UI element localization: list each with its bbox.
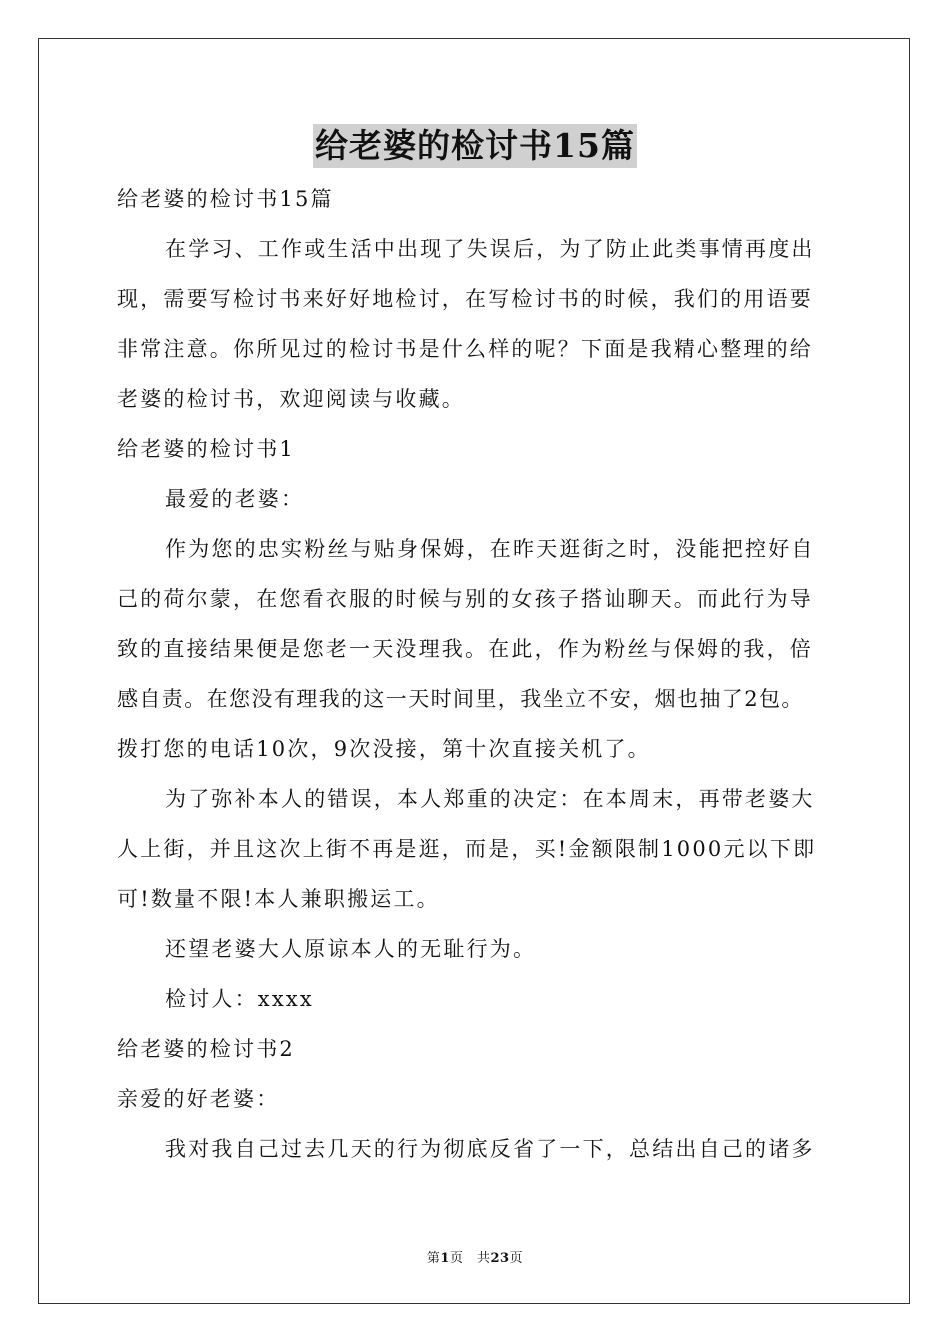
text-line: 为了弥补本人的错误，本人郑重的决定：在本周末，再带老婆大 [165, 787, 815, 811]
section-heading: 给老婆的检讨书2 [117, 1037, 295, 1061]
text-line: 拨打您的电话10次，9次没接，第十次直接关机了。 [117, 737, 651, 761]
text-line: 致的直接结果便是您老一天没理我。在此，作为粉丝与保姆的我，倍 [117, 637, 813, 661]
text-line: 亲爱的好老婆： [117, 1087, 280, 1111]
page-total: 23 [490, 1251, 510, 1266]
text-line: 在学习、工作或生活中出现了失误后，为了防止此类事情再度出 [165, 237, 815, 261]
text-line: 老婆的检讨书，欢迎阅读与收藏。 [117, 387, 465, 411]
text-line: 人上街，并且这次上街不再是逛，而是，买!金额限制1000元以下即 [117, 837, 817, 861]
text-line: 我对我自己过去几天的行为彻底反省了一下，总结出自己的诸多 [165, 1137, 815, 1161]
page-footer [0, 1247, 950, 1266]
title-container [0, 124, 950, 168]
page-number: 1 [440, 1251, 450, 1266]
text-line: 现，需要写检讨书来好好地检讨，在写检讨书的时候，我们的用语要 [117, 287, 813, 311]
text-line: 可!数量不限!本人兼职搬运工。 [117, 887, 440, 911]
text-line: 非常注意。你所见过的检讨书是什么样的呢？下面是我精心整理的给 [117, 337, 813, 361]
text-line: 感自责。在您没有理我的这一天时间里，我坐立不安，烟也抽了2包。 [117, 687, 804, 711]
text-line: 作为您的忠实粉丝与贴身保姆，在昨天逛街之时，没能把控好自 [165, 537, 815, 561]
text-line: 给老婆的检讨书15篇 [117, 187, 334, 211]
text-line: 检讨人：xxxx [165, 987, 314, 1011]
footer-prefix: 第 [426, 1251, 441, 1266]
footer-suffix: 页 [509, 1251, 524, 1266]
text-line: 还望老婆大人原谅本人的无耻行为。 [165, 937, 537, 961]
document-title: 给老婆的检讨书15篇 [313, 124, 637, 168]
text-line: 己的荷尔蒙，在您看衣服的时候与别的女孩子搭讪聊天。而此行为导 [117, 587, 813, 611]
text-line: 最爱的老婆： [165, 487, 305, 511]
footer-middle: 页 共 [449, 1251, 491, 1266]
section-heading: 给老婆的检讨书1 [117, 437, 295, 461]
page-border [38, 38, 910, 1304]
